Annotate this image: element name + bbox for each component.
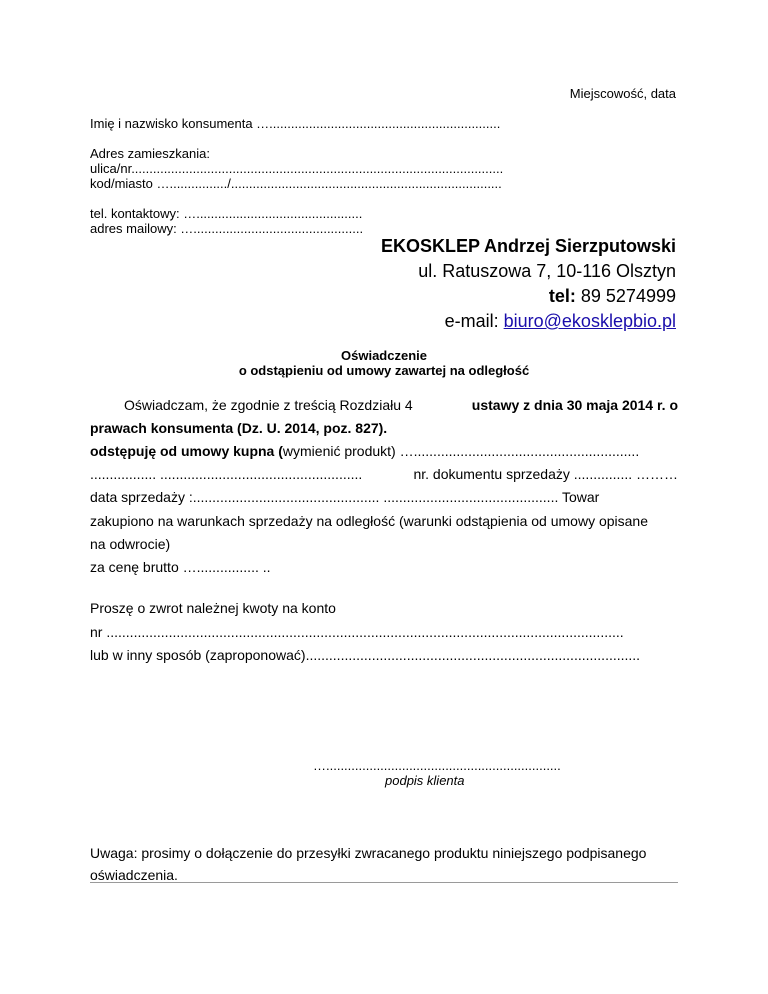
declaration-line-1 <box>124 397 678 413</box>
refund-label: Proszę o zwrot należnej kwoty na konto <box>90 600 336 616</box>
bottom-divider <box>90 882 678 883</box>
shop-phone <box>549 286 676 307</box>
withdrawal-line <box>90 443 639 459</box>
withdrawal-text-product: wymienić produkt) ….......................................................... <box>282 443 640 459</box>
document-title: Oświadczenie <box>341 348 427 363</box>
postcode-line: kod/miasto …................/........................................................................... <box>90 176 502 191</box>
reverse-side-line: na odwrocie) <box>90 536 171 552</box>
consumer-name-line: Imię i nazwisko konsumenta …................................................................ <box>90 116 501 131</box>
account-number-line: nr ..................................................................................................................................... <box>90 624 624 640</box>
document-number-line <box>90 466 678 482</box>
product-dots: ................. .................................................... <box>90 466 363 482</box>
distance-sale-line: zakupiono na warunkach sprzedaży na odległość (warunki odstąpienia od umowy opisane <box>90 513 649 529</box>
declaration-text-1b: ustawy z dnia 30 maja 2014 r. o <box>471 397 678 413</box>
goods-word: Towar <box>562 489 600 505</box>
note-line-2: oświadczenia. <box>90 867 178 883</box>
shop-name: EKOSKLEP Andrzej Sierzputowski <box>380 236 676 256</box>
shop-phone-label: tel: <box>548 286 576 306</box>
place-date-label: Miejscowość, data <box>569 86 676 101</box>
phone-line: tel. kontaktowy: ….............................................. <box>90 206 363 221</box>
sale-date-text: data sprzedaży :................................................ ............................................. <box>90 489 559 505</box>
shop-email-link[interactable]: biuro@ekosklepbio.pl <box>503 311 676 331</box>
note-line-1: Uwaga: prosimy o dołączenie do przesyłki zwracanego produktu niniejszego podpisanego <box>90 845 647 861</box>
sale-date-line <box>90 489 599 505</box>
street-line: ulica/nr....................................................................................................... <box>90 161 504 176</box>
shop-phone-value: 89 5274999 <box>580 286 676 306</box>
declaration-line-2: prawach konsumenta (Dz. U. 2014, poz. 827). <box>90 420 388 436</box>
address-label: Adres zamieszkania: <box>90 146 210 161</box>
gross-price-line: za cenę brutto …................ .. <box>90 559 271 575</box>
email-line: adres mailowy: …............................................... <box>90 221 364 236</box>
signature-label: podpis klienta <box>385 773 465 788</box>
signature-dots: …................................................................. <box>313 758 561 773</box>
other-method-line: lub w inny sposób (zaproponować)...................................................................................... <box>90 647 641 663</box>
shop-address: ul. Ratuszowa 7, 10-116 Olsztyn <box>418 261 676 281</box>
withdrawal-text-bold: odstępuję od umowy kupna ( <box>90 443 283 459</box>
shop-email <box>445 311 676 332</box>
shop-email-label: e-mail: <box>444 311 499 331</box>
document-number-text: nr. dokumentu sprzedaży ............... ……… <box>413 466 678 482</box>
declaration-text-1a: Oświadczam, że zgodnie z treścią Rozdziału 4 <box>124 397 413 413</box>
document-subtitle: o odstąpieniu od umowy zawartej na odległość <box>238 363 530 378</box>
